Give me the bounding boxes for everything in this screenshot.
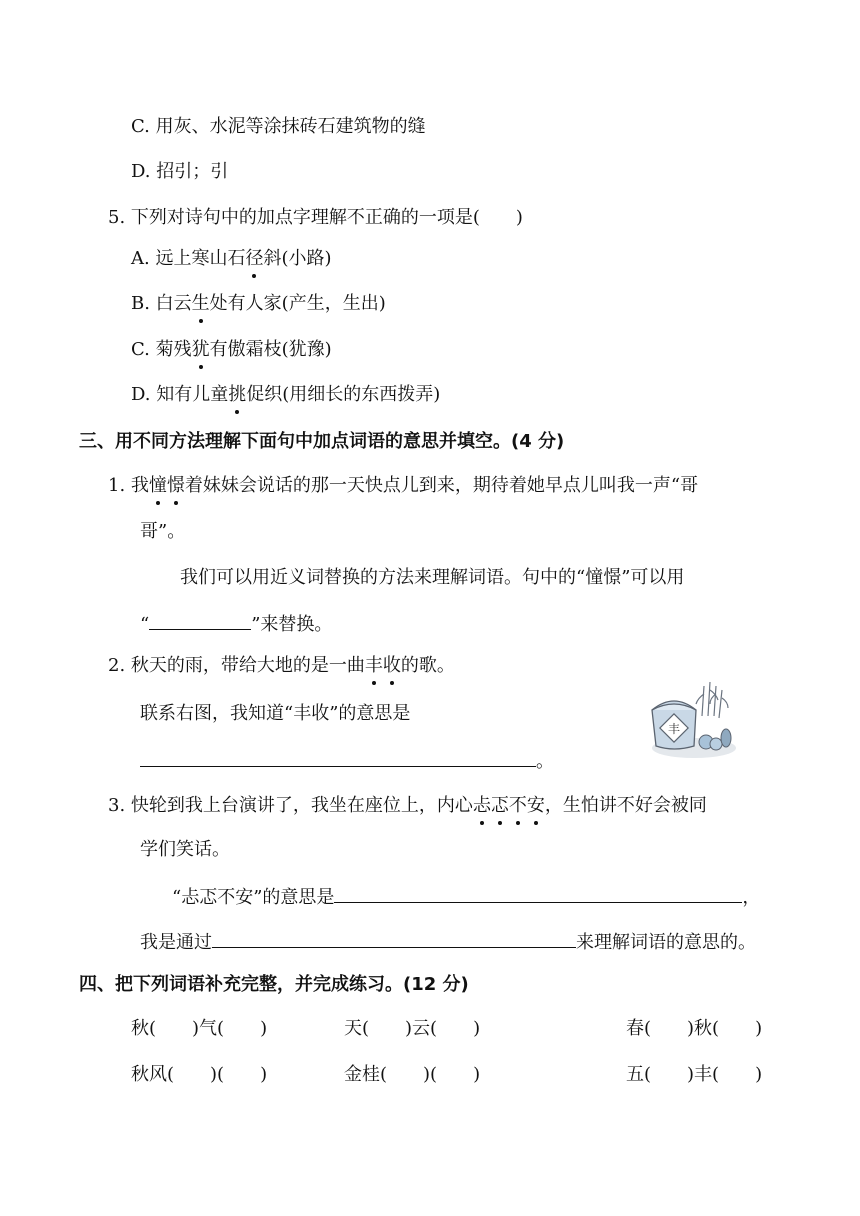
answer-blank[interactable] xyxy=(149,611,251,630)
idiom-row1-col2: 天( )云( ) xyxy=(344,1018,481,1039)
s3-q1-hint: 我们可以用近义词替换的方法来理解词语。句中的“憧憬”可以用 xyxy=(180,567,685,588)
fill-suffix: 来理解词语的意思的。 xyxy=(576,932,756,953)
dotted-char: 憬 xyxy=(166,475,185,496)
question-text: 3. 快轮到我上台演讲了，我坐在座位上，内心 xyxy=(108,795,473,816)
fill-suffix: ”来替换。 xyxy=(251,614,333,635)
dotted-char: 径 xyxy=(245,248,264,269)
s3-q1-fill xyxy=(140,611,332,637)
q5-option-c xyxy=(131,338,332,362)
s3-q3-continued: 学们笑话。 xyxy=(140,839,230,860)
answer-blank[interactable] xyxy=(334,884,742,903)
s3-q2-fill xyxy=(140,748,554,774)
dotted-char: 生 xyxy=(191,293,210,314)
q5-option-d xyxy=(131,383,440,407)
idiom-row2-col2: 金桂( )( ) xyxy=(344,1064,481,1085)
question-5-stem: 5. 下列对诗句中的加点字理解不正确的一项是( ) xyxy=(108,207,523,228)
answer-blank[interactable] xyxy=(212,929,576,948)
option-text: C. 菊残 xyxy=(131,339,192,360)
quote-mark: “ xyxy=(140,614,150,635)
dotted-char: 犹 xyxy=(191,339,210,360)
dotted-char: 收 xyxy=(382,655,401,676)
s3-q2-hint: 联系右图，我知道“丰收”的意思是 xyxy=(140,703,411,724)
question-text: 1. 我 xyxy=(108,475,149,496)
section-3-title: 三、用不同方法理解下面句中加点词语的意思并填空。(4 分) xyxy=(79,431,565,452)
dotted-char: 丰 xyxy=(364,655,383,676)
option-text: D. 知有儿童 xyxy=(131,384,229,405)
question-text: ，生怕讲不好会被同 xyxy=(544,795,707,816)
idiom-row2-col1: 秋风( )( ) xyxy=(131,1064,268,1085)
idiom-row1-col3: 春( )秋( ) xyxy=(626,1018,763,1039)
s3-question-1 xyxy=(108,474,698,498)
s3-question-2 xyxy=(108,654,455,678)
option-text: 处有人家(产生，生出) xyxy=(209,293,386,314)
option-d: D. 招引；引 xyxy=(131,161,229,182)
q5-option-b xyxy=(131,292,386,316)
idiom-row1-col1: 秋( )气( ) xyxy=(131,1018,268,1039)
option-text: 有傲霜枝(犹豫) xyxy=(209,339,332,360)
option-text: B. 白云 xyxy=(131,293,192,314)
idiom-row2-col3: 五( )丰( ) xyxy=(626,1064,763,1085)
comma: ， xyxy=(742,887,761,908)
question-text: 2. 秋天的雨，带给大地的是一曲 xyxy=(108,655,365,676)
option-text: 促织(用细长的东西拨弄) xyxy=(246,384,441,405)
dotted-char: 不 xyxy=(508,795,527,816)
option-text: 斜(小路) xyxy=(263,248,332,269)
question-text: 的歌。 xyxy=(400,655,455,676)
question-text: 着妹妹会说话的那一天快点儿到来，期待着她早点儿叫我一声“哥 xyxy=(184,475,699,496)
answer-blank[interactable] xyxy=(140,748,536,767)
dotted-char: 憧 xyxy=(148,475,167,496)
section-4-title: 四、把下列词语补充完整，并完成练习。(12 分) xyxy=(79,974,469,995)
s3-question-3 xyxy=(108,794,707,818)
q5-option-a xyxy=(131,247,332,271)
granary-label: 丰 xyxy=(667,722,681,736)
harvest-granary-illustration xyxy=(644,676,736,762)
s3-q3-fill-2 xyxy=(140,929,756,955)
dotted-char: 忐 xyxy=(472,795,491,816)
fill-prefix: 我是通过 xyxy=(140,932,212,953)
period: 。 xyxy=(536,751,554,772)
dotted-char: 安 xyxy=(526,795,545,816)
option-text: A. 远上寒山石 xyxy=(131,248,246,269)
option-c: C. 用灰、水泥等涂抹砖石建筑物的缝 xyxy=(131,116,426,137)
s3-q1-continued: 哥”。 xyxy=(140,521,186,542)
dotted-char: 忑 xyxy=(490,795,509,816)
fill-prefix: “忐忑不安”的意思是 xyxy=(172,887,335,908)
s3-q3-fill-1 xyxy=(172,884,760,910)
dotted-char: 挑 xyxy=(228,384,247,405)
